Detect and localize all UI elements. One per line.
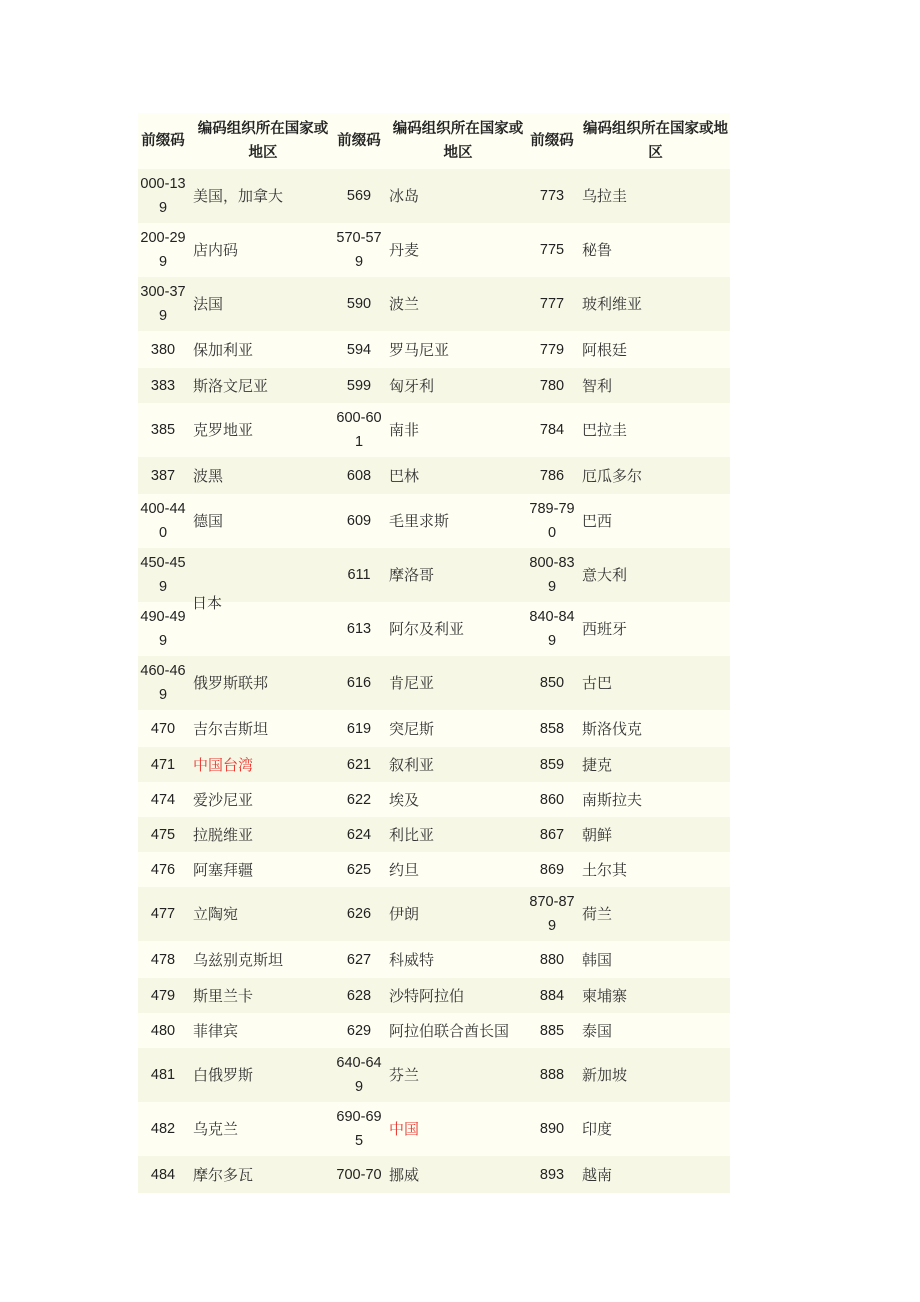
country-cell: 捷克 <box>582 755 613 774</box>
prefix-code-cell: 800-839 <box>529 555 575 595</box>
prefix-code-cell: 840-849 <box>529 609 575 649</box>
country-cell: 波兰 <box>389 295 420 313</box>
prefix-code-cell: 470 <box>150 720 176 737</box>
header-country-1: 编码组织所在国家或地区 <box>197 121 329 161</box>
country-cell: 沙特阿拉伯 <box>389 986 465 1005</box>
prefix-code-cell: 888 <box>539 1067 565 1083</box>
country-cell: 爱沙尼亚 <box>193 790 254 809</box>
prefix-code-cell: 599 <box>346 377 372 394</box>
country-cell: 南非 <box>389 421 420 439</box>
table-row <box>138 852 730 887</box>
header-prefix-code-1: 前缀码 <box>141 133 185 149</box>
country-cell: 西班牙 <box>582 620 628 638</box>
table-row <box>138 887 730 941</box>
country-cell: 突尼斯 <box>389 719 435 738</box>
prefix-code-cell: 385 <box>150 422 176 438</box>
table-row <box>138 223 730 277</box>
table-row <box>138 1048 730 1102</box>
header-prefix-code-3: 前缀码 <box>530 133 574 149</box>
prefix-code-cell: 482 <box>150 1121 176 1137</box>
country-cell: 丹麦 <box>389 241 420 259</box>
prefix-code-cell: 700-70 <box>336 1166 382 1183</box>
country-cell: 斯洛伐克 <box>582 719 643 738</box>
prefix-code-cell: 858 <box>539 720 565 737</box>
prefix-code-cell: 609 <box>346 513 372 529</box>
country-cell: 中国 <box>389 1120 420 1138</box>
country-cell: 冰岛 <box>389 187 420 205</box>
country-cell: 匈牙利 <box>389 376 435 395</box>
prefix-code-cell: 622 <box>346 791 372 808</box>
country-cell: 摩洛哥 <box>389 566 435 584</box>
prefix-code-cell: 570-579 <box>336 230 382 270</box>
header-country-3: 编码组织所在国家或地区 <box>583 121 728 161</box>
table-row <box>138 1156 730 1193</box>
prefix-code-cell: 490-499 <box>140 609 186 649</box>
country-cell: 罗马尼亚 <box>389 340 450 359</box>
country-cell: 芬兰 <box>389 1066 420 1084</box>
prefix-code-cell: 860 <box>539 791 565 808</box>
country-cell: 菲律宾 <box>193 1021 239 1040</box>
table-header-row <box>138 113 730 169</box>
country-cell: 约旦 <box>389 860 420 879</box>
country-cell: 巴林 <box>389 466 420 485</box>
prefix-code-cell: 387 <box>150 467 176 484</box>
prefix-code-cell: 786 <box>539 467 565 484</box>
country-cell: 保加利亚 <box>193 340 254 359</box>
table-row <box>138 331 730 368</box>
country-cell: 古巴 <box>582 674 613 692</box>
country-cell: 乌克兰 <box>193 1120 239 1138</box>
country-cell: 俄罗斯联邦 <box>193 674 269 692</box>
country-cell: 乌兹别克斯坦 <box>193 950 284 969</box>
table-row <box>138 277 730 331</box>
prefix-code-cell: 613 <box>346 621 372 637</box>
prefix-code-cell: 859 <box>539 756 565 773</box>
table-row <box>138 169 730 223</box>
prefix-code-cell: 594 <box>346 341 372 358</box>
country-cell: 荷兰 <box>582 905 613 923</box>
country-cell: 伊朗 <box>389 905 420 923</box>
prefix-code-cell: 619 <box>346 720 372 737</box>
country-cell: 阿拉伯联合酋长国 <box>389 1021 510 1040</box>
country-cell: 乌拉圭 <box>582 187 628 205</box>
country-cell: 柬埔寨 <box>582 986 628 1005</box>
country-cell: 印度 <box>582 1120 613 1138</box>
merged-country-cell: 日本 <box>192 593 223 612</box>
prefix-code-cell: 383 <box>150 377 176 394</box>
prefix-code-cell: 780 <box>539 377 565 394</box>
country-cell: 土尔其 <box>582 860 628 879</box>
country-cell: 斯里兰卡 <box>193 986 254 1005</box>
prefix-code-cell: 300-379 <box>140 284 186 324</box>
country-cell: 韩国 <box>582 950 613 969</box>
prefix-code-cell: 200-299 <box>140 230 186 270</box>
table-row <box>138 710 730 747</box>
prefix-code-cell: 850 <box>539 675 565 691</box>
table-row <box>138 403 730 457</box>
prefix-code-cell: 784 <box>539 422 565 438</box>
prefix-code-cell: 621 <box>346 756 372 773</box>
prefix-code-cell: 690-695 <box>336 1109 382 1149</box>
country-cell: 越南 <box>582 1165 613 1184</box>
prefix-code-cell: 867 <box>539 826 565 843</box>
table-row <box>138 368 730 403</box>
table-row <box>138 817 730 852</box>
prefix-code-cell: 608 <box>346 467 372 484</box>
prefix-code-cell: 481 <box>150 1067 176 1083</box>
prefix-code-cell: 870-879 <box>529 894 575 934</box>
country-cell: 肯尼亚 <box>389 674 435 692</box>
prefix-code-cell: 885 <box>539 1022 565 1039</box>
prefix-code-cell: 480 <box>150 1022 176 1039</box>
country-cell: 波黑 <box>193 466 224 485</box>
prefix-code-cell: 611 <box>347 567 371 583</box>
table-row <box>138 978 730 1013</box>
prefix-code-cell: 789-790 <box>529 501 575 541</box>
prefix-code-cell: 779 <box>539 341 565 358</box>
prefix-code-cell: 000-139 <box>140 176 186 216</box>
country-cell: 意大利 <box>582 566 628 584</box>
prefix-code-cell: 880 <box>539 951 565 968</box>
country-cell: 朝鲜 <box>582 825 613 844</box>
country-cell: 叙利亚 <box>389 755 435 774</box>
country-cell: 美国，加拿大 <box>193 187 284 205</box>
prefix-code-cell: 475 <box>150 826 176 843</box>
country-cell: 克罗地亚 <box>193 421 254 439</box>
prefix-code-cell: 400-440 <box>140 501 186 541</box>
country-cell: 摩尔多瓦 <box>193 1165 254 1184</box>
country-cell: 巴西 <box>582 512 613 530</box>
prefix-code-cell: 616 <box>346 675 372 691</box>
country-cell: 德国 <box>193 512 224 530</box>
prefix-code-cell: 478 <box>150 951 176 968</box>
prefix-code-cell: 626 <box>346 906 372 922</box>
country-cell: 厄瓜多尔 <box>582 466 643 485</box>
table-row <box>138 782 730 817</box>
prefix-code-cell: 869 <box>539 861 565 878</box>
country-cell: 拉脱维亚 <box>193 825 254 844</box>
prefix-code-cell: 625 <box>346 861 372 878</box>
country-cell: 阿塞拜疆 <box>193 860 254 879</box>
country-cell: 玻利维亚 <box>582 295 643 313</box>
prefix-code-cell: 893 <box>539 1166 565 1183</box>
country-cell: 中国台湾 <box>193 755 254 774</box>
header-country-2: 编码组织所在国家或地区 <box>392 121 524 161</box>
country-cell: 秘鲁 <box>582 241 613 259</box>
country-cell: 阿根廷 <box>582 340 628 359</box>
prefix-code-cell: 628 <box>346 987 372 1004</box>
country-cell: 埃及 <box>389 790 420 809</box>
country-cell: 店内码 <box>193 241 239 259</box>
table-row <box>138 747 730 782</box>
prefix-code-cell: 474 <box>150 791 176 808</box>
prefix-code-cell: 484 <box>150 1166 176 1183</box>
country-cell: 吉尔吉斯坦 <box>193 719 269 738</box>
prefix-code-cell: 590 <box>346 296 372 312</box>
prefix-code-cell: 777 <box>539 296 565 312</box>
country-cell: 白俄罗斯 <box>193 1066 254 1084</box>
prefix-code-cell: 471 <box>150 756 176 773</box>
prefix-code-cell: 479 <box>150 987 176 1004</box>
prefix-code-cell: 627 <box>346 951 372 968</box>
country-cell: 科威特 <box>389 950 435 969</box>
country-cell: 智利 <box>582 376 613 395</box>
prefix-code-cell: 629 <box>346 1022 372 1039</box>
prefix-code-cell: 450-459 <box>140 555 186 595</box>
country-cell: 毛里求斯 <box>389 512 450 530</box>
table-row <box>138 1013 730 1048</box>
table-row <box>138 457 730 494</box>
prefix-code-cell: 624 <box>346 826 372 843</box>
country-cell: 阿尔及利亚 <box>389 620 465 638</box>
prefix-code-cell: 380 <box>150 341 176 358</box>
header-prefix-code-2: 前缀码 <box>337 133 381 149</box>
table-row <box>138 1102 730 1156</box>
country-cell: 泰国 <box>582 1021 613 1040</box>
prefix-code-cell: 775 <box>539 242 565 258</box>
country-cell: 巴拉圭 <box>582 421 628 439</box>
prefix-code-cell: 477 <box>150 906 176 922</box>
prefix-code-cell: 569 <box>346 188 372 204</box>
table-row <box>138 494 730 548</box>
country-cell: 南斯拉夫 <box>582 790 643 809</box>
prefix-code-cell: 884 <box>539 987 565 1004</box>
country-cell: 斯洛文尼亚 <box>193 376 269 395</box>
country-cell: 新加坡 <box>582 1066 628 1084</box>
prefix-code-cell: 460-469 <box>140 663 186 703</box>
prefix-code-cell: 773 <box>539 188 565 204</box>
prefix-code-cell: 890 <box>539 1121 565 1137</box>
country-cell: 挪威 <box>389 1165 420 1184</box>
table-row <box>138 941 730 978</box>
prefix-code-cell: 476 <box>150 861 176 878</box>
prefix-code-cell: 640-649 <box>336 1055 382 1095</box>
table-row <box>138 656 730 710</box>
country-cell: 法国 <box>193 295 224 313</box>
country-cell: 利比亚 <box>389 825 435 844</box>
country-cell: 立陶宛 <box>193 905 239 923</box>
prefix-code-cell: 600-601 <box>336 410 382 450</box>
